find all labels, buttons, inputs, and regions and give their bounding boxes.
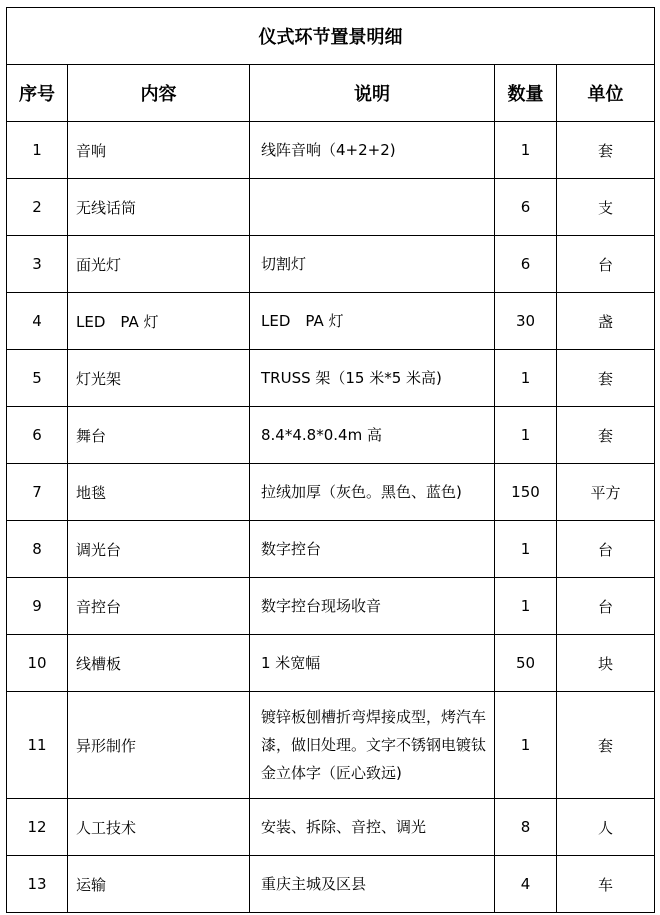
row-content: 人工技术 bbox=[68, 799, 250, 856]
row-content: 调光台 bbox=[68, 521, 250, 578]
row-index: 12 bbox=[7, 799, 68, 856]
row-index: 8 bbox=[7, 521, 68, 578]
row-quantity: 6 bbox=[495, 236, 557, 293]
row-quantity: 30 bbox=[495, 293, 557, 350]
row-content: 异形制作 bbox=[68, 692, 250, 799]
table-row bbox=[7, 464, 655, 521]
row-content: 音控台 bbox=[68, 578, 250, 635]
table-row bbox=[7, 122, 655, 179]
row-unit: 套 bbox=[557, 692, 655, 799]
row-index: 6 bbox=[7, 407, 68, 464]
header-description: 说明 bbox=[250, 65, 495, 122]
row-content: 无线话筒 bbox=[68, 179, 250, 236]
table-row bbox=[7, 293, 655, 350]
table-row bbox=[7, 635, 655, 692]
table-row bbox=[7, 521, 655, 578]
table-row bbox=[7, 236, 655, 293]
row-unit: 台 bbox=[557, 578, 655, 635]
row-quantity: 6 bbox=[495, 179, 557, 236]
row-quantity: 1 bbox=[495, 692, 557, 799]
row-quantity: 4 bbox=[495, 856, 557, 913]
row-description: 数字控台 bbox=[250, 521, 495, 578]
row-unit: 块 bbox=[557, 635, 655, 692]
row-quantity: 150 bbox=[495, 464, 557, 521]
row-index: 9 bbox=[7, 578, 68, 635]
header-index: 序号 bbox=[7, 65, 68, 122]
table-row bbox=[7, 856, 655, 913]
row-content: 音响 bbox=[68, 122, 250, 179]
row-description: 切割灯 bbox=[250, 236, 495, 293]
row-index: 10 bbox=[7, 635, 68, 692]
row-quantity: 1 bbox=[495, 407, 557, 464]
title-row bbox=[7, 8, 655, 65]
row-quantity: 50 bbox=[495, 635, 557, 692]
row-quantity: 1 bbox=[495, 578, 557, 635]
row-description: 拉绒加厚（灰色。黑色、蓝色) bbox=[250, 464, 495, 521]
row-unit: 车 bbox=[557, 856, 655, 913]
table-row bbox=[7, 407, 655, 464]
row-description: 线阵音响（4+2+2) bbox=[250, 122, 495, 179]
row-description: 镀锌板刨槽折弯焊接成型，烤汽车漆，做旧处理。文字不锈钢电镀钛金立体字（匠心致远) bbox=[250, 692, 495, 799]
row-index: 4 bbox=[7, 293, 68, 350]
row-index: 13 bbox=[7, 856, 68, 913]
row-quantity: 1 bbox=[495, 122, 557, 179]
row-unit: 套 bbox=[557, 350, 655, 407]
row-quantity: 1 bbox=[495, 350, 557, 407]
row-unit: 盏 bbox=[557, 293, 655, 350]
row-description: 安装、拆除、音控、调光 bbox=[250, 799, 495, 856]
row-content: 舞台 bbox=[68, 407, 250, 464]
table-row bbox=[7, 578, 655, 635]
header-unit: 单位 bbox=[557, 65, 655, 122]
row-description: LED PA 灯 bbox=[250, 293, 495, 350]
table-row bbox=[7, 799, 655, 856]
row-description: 1 米宽幅 bbox=[250, 635, 495, 692]
table-row bbox=[7, 179, 655, 236]
row-description: 8.4*4.8*0.4m 高 bbox=[250, 407, 495, 464]
row-content: 地毯 bbox=[68, 464, 250, 521]
row-content: 面光灯 bbox=[68, 236, 250, 293]
row-description bbox=[250, 179, 495, 236]
row-unit: 套 bbox=[557, 122, 655, 179]
header-quantity: 数量 bbox=[495, 65, 557, 122]
header-content: 内容 bbox=[68, 65, 250, 122]
row-content: 灯光架 bbox=[68, 350, 250, 407]
row-quantity: 1 bbox=[495, 521, 557, 578]
row-quantity: 8 bbox=[495, 799, 557, 856]
table-row bbox=[7, 350, 655, 407]
row-unit: 平方 bbox=[557, 464, 655, 521]
row-index: 3 bbox=[7, 236, 68, 293]
row-unit: 支 bbox=[557, 179, 655, 236]
row-unit: 套 bbox=[557, 407, 655, 464]
row-content: 运输 bbox=[68, 856, 250, 913]
table-row bbox=[7, 692, 655, 799]
row-index: 2 bbox=[7, 179, 68, 236]
row-description: 重庆主城及区县 bbox=[250, 856, 495, 913]
row-index: 7 bbox=[7, 464, 68, 521]
row-content: LED PA 灯 bbox=[68, 293, 250, 350]
row-content: 线槽板 bbox=[68, 635, 250, 692]
table-title: 仪式环节置景明细 bbox=[7, 8, 655, 65]
row-index: 1 bbox=[7, 122, 68, 179]
scenery-detail-table bbox=[6, 7, 655, 913]
row-description: TRUSS 架（15 米*5 米高) bbox=[250, 350, 495, 407]
row-description: 数字控台现场收音 bbox=[250, 578, 495, 635]
row-unit: 台 bbox=[557, 521, 655, 578]
row-unit: 人 bbox=[557, 799, 655, 856]
header-row bbox=[7, 65, 655, 122]
row-unit: 台 bbox=[557, 236, 655, 293]
row-index: 11 bbox=[7, 692, 68, 799]
row-index: 5 bbox=[7, 350, 68, 407]
